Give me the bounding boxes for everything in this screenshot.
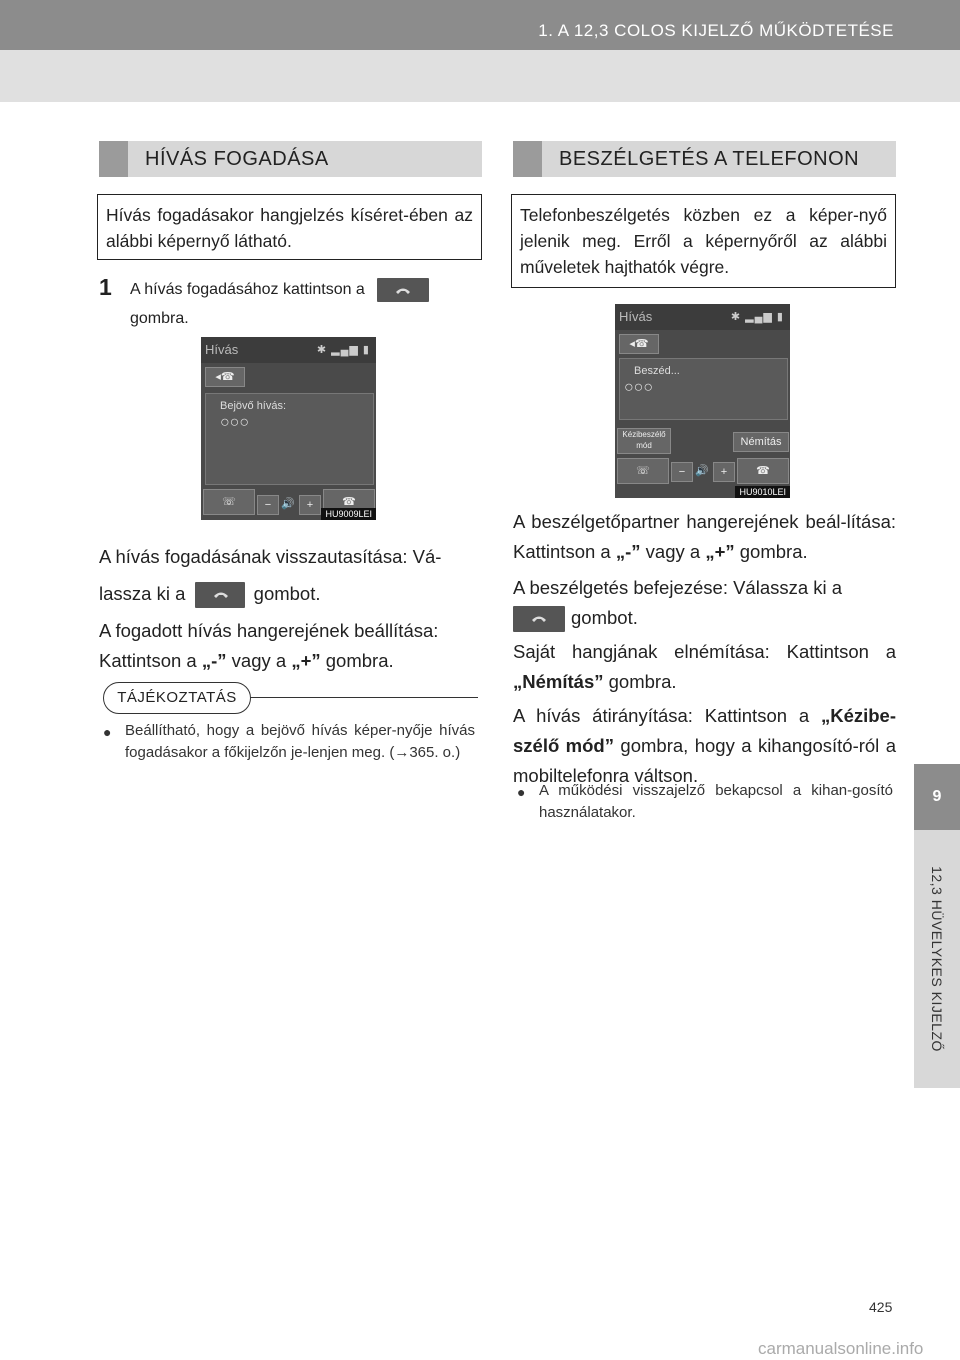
heading-marker bbox=[513, 141, 542, 177]
transfer-paragraph bbox=[513, 701, 896, 791]
volume-paragraph bbox=[513, 507, 896, 567]
bullet-dot: ● bbox=[103, 724, 112, 740]
p3-end: gombra. bbox=[608, 671, 677, 692]
intro-box-receive: Hívás fogadásakor hangjelzés kíséret-ében az alábbi képernyő látható. bbox=[97, 194, 482, 260]
header-title: 1. A 12,3 COLOS KIJELZŐ MŰKÖDTETÉSE bbox=[538, 21, 894, 40]
handsfree-button[interactable]: Kézibeszélő mód bbox=[617, 428, 671, 454]
end-call-button-2[interactable]: ☎ bbox=[737, 458, 789, 484]
speaker-icon: 🔊 bbox=[695, 465, 709, 477]
answer-button[interactable]: ☏ bbox=[203, 489, 255, 515]
intro-box-talk: Telefonbeszélgetés közben ez a képer-nyő jelenik meg. Erről a képernyőről az alábbi műveletek hajthatók végre. bbox=[511, 194, 896, 288]
p3-bold: „Némítás” bbox=[513, 671, 604, 692]
reject-button-icon bbox=[195, 582, 245, 608]
chapter-label: 12,3 HÜVELYKES KIJELZŐ bbox=[929, 866, 945, 1052]
section-title-talk: BESZÉLGETÉS A TELEFONON bbox=[559, 148, 860, 170]
reject-paragraph bbox=[99, 542, 484, 676]
info-tag: TÁJÉKOZTATÁS bbox=[103, 682, 251, 714]
mute-paragraph bbox=[513, 637, 896, 697]
caller-dots: ○○○ bbox=[220, 414, 249, 431]
back-button[interactable]: ◂☎ bbox=[619, 334, 659, 354]
volume-down-button[interactable]: − bbox=[257, 495, 279, 515]
section-heading-receive bbox=[99, 141, 482, 177]
p1-vagy: vagy a bbox=[645, 541, 701, 562]
screen-titlebar bbox=[201, 337, 376, 363]
p1-minus: „-” bbox=[615, 541, 641, 562]
p2-end: gombot. bbox=[571, 607, 638, 628]
watermark: carmanualsonline.info bbox=[758, 1339, 924, 1358]
reject-line-2b: gombot. bbox=[253, 583, 321, 604]
step-text-end: gombra. bbox=[130, 310, 189, 327]
bullet-dot: ● bbox=[517, 784, 526, 800]
volume-up-button[interactable]: + bbox=[299, 495, 321, 515]
p4-text: A hívás átirányítása: Kattintson a bbox=[513, 705, 810, 726]
end-call-button-icon bbox=[513, 606, 565, 632]
p4-end: gombra, hogy a kihangosító-ról a mobiltelefonra váltson. bbox=[513, 735, 896, 786]
p2-text: A beszélgetés befejezése: Válassza ki a bbox=[513, 577, 843, 598]
answer-button-icon bbox=[377, 278, 429, 302]
plus-label: „+” bbox=[291, 650, 321, 671]
heading-marker bbox=[99, 141, 128, 177]
volume-line-1: A fogadott hívás hangerejének beállítása: bbox=[99, 620, 439, 641]
volume-line-2a: Kattintson a bbox=[99, 650, 197, 671]
volume-up-button[interactable]: + bbox=[713, 462, 735, 482]
info-bullet-text: Beállítható, hogy a bejövő hívás képer-nyője hívás fogadásakor a főkijelzőn je-lenjen meg. (→365. o.) bbox=[125, 722, 475, 761]
minus-label: „-” bbox=[201, 650, 227, 671]
volume-down-button[interactable]: − bbox=[671, 462, 693, 482]
mute-button[interactable]: Némítás bbox=[733, 432, 789, 452]
reject-line-1: A hívás fogadásának visszautasítása: Vá- bbox=[99, 546, 442, 567]
info-divider bbox=[250, 697, 478, 698]
speaker-icon: 🔊 bbox=[281, 498, 295, 510]
volume-line-2b: gombra. bbox=[325, 650, 394, 671]
talking-panel bbox=[619, 358, 788, 420]
back-button[interactable]: ◂☎ bbox=[205, 367, 245, 387]
active-call-screen bbox=[615, 304, 790, 498]
p1-end: gombra. bbox=[739, 541, 808, 562]
header-subbar bbox=[0, 50, 960, 102]
reject-button[interactable]: ☎ bbox=[323, 489, 375, 515]
step-text: A hívás fogadásához kattintson a bbox=[130, 281, 365, 298]
page-number: 425 bbox=[869, 1299, 893, 1315]
p1-plus: „+” bbox=[705, 541, 735, 562]
talk-bullet-text: A működési visszajelző bekapcsol a kihan-gosító használatakor. bbox=[539, 782, 893, 821]
p4-bold: „Kézibe-szélő mód” bbox=[513, 705, 897, 756]
section-heading-talk bbox=[513, 141, 896, 177]
screen-title: Hívás bbox=[619, 309, 653, 324]
p3-text: Saját hangjának elnémítása: Kattintson a bbox=[513, 641, 896, 662]
image-code: HU9010LEI bbox=[735, 486, 790, 498]
screen-titlebar bbox=[615, 304, 790, 330]
end-call-paragraph bbox=[513, 573, 896, 633]
vagy-label: vagy a bbox=[231, 650, 287, 671]
screen-title: Hívás bbox=[205, 342, 239, 357]
incoming-call-screen bbox=[201, 337, 376, 520]
status-icons: ✱ ▂▄▆ ▮ bbox=[316, 344, 370, 356]
caller-dots: ○○○ bbox=[624, 379, 653, 396]
header-bar bbox=[0, 0, 960, 50]
section-title-receive: HÍVÁS FOGADÁSA bbox=[145, 148, 329, 170]
reject-line-2a: lassza ki a bbox=[99, 583, 186, 604]
chapter-number: 9 bbox=[914, 764, 960, 830]
talk-paragraphs bbox=[513, 507, 896, 791]
step-number: 1 bbox=[99, 274, 112, 300]
incoming-label: Bejövő hívás: bbox=[220, 400, 287, 412]
incoming-panel bbox=[205, 393, 374, 485]
p1-text: A beszélgetőpartner hangerejének beál-lítása: Kattintson a bbox=[513, 511, 896, 562]
end-call-button[interactable]: ☏ bbox=[617, 458, 669, 484]
status-icons: ✱ ▂▄▆ ▮ bbox=[730, 311, 784, 323]
image-code: HU9009LEI bbox=[321, 508, 376, 520]
talking-label: Beszéd... bbox=[634, 365, 680, 377]
